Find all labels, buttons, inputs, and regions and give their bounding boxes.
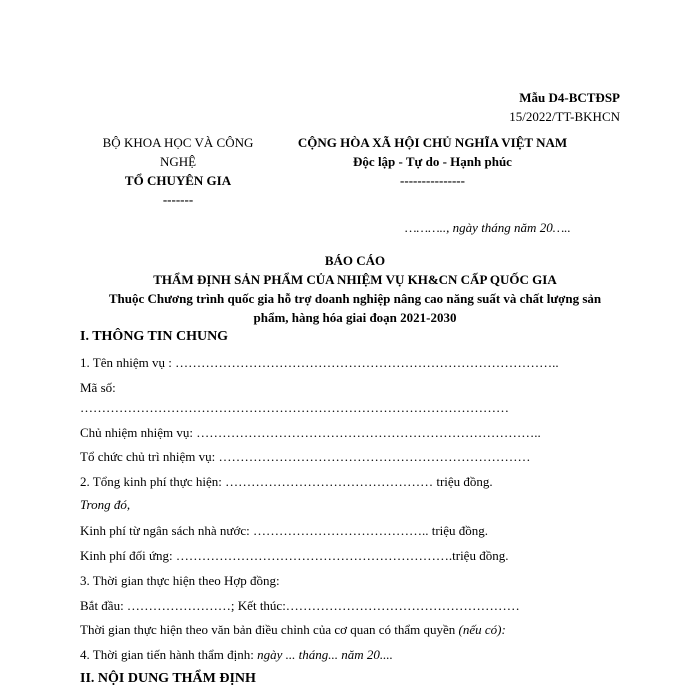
title-line-1: BÁO CÁO [324, 253, 386, 268]
total-budget-line: 2. Tổng kinh phí thực hiện: ………………………………………… triệu đồng. [80, 474, 493, 489]
task-code-dots: ……………………………………………………………………………………… [80, 400, 509, 415]
appraisal-time-line [80, 647, 393, 663]
date-line: ……….., ngày tháng năm 20….. [405, 220, 571, 235]
left-header-divider: ------- [162, 192, 194, 207]
title-line-2: THẨM ĐỊNH SẢN PHẨM CỦA NHIỆM VỤ KH&CN CẤP QUỐC GIA [153, 272, 557, 287]
of-which-label: Trong đó, [80, 497, 131, 512]
expert-group-name: TỔ CHUYÊN GIA [124, 173, 232, 188]
form-code: Mẫu D4-BCTĐSP [519, 90, 620, 105]
appraisal-time-date: ngày ... tháng... năm 20.... [257, 647, 393, 662]
national-motto: Độc lập - Tự do - Hạnh phúc [353, 154, 512, 169]
ministry-name-line1: BỘ KHOA HỌC VÀ CÔNG [102, 135, 254, 150]
ministry-name-line2: NGHỆ [159, 154, 197, 169]
counterpart-budget-line: Kinh phí đối ứng: ……………………………………………………….triệu đồng. [80, 548, 509, 563]
adjusted-time-note: (nếu có): [458, 622, 506, 637]
state-budget-line: Kinh phí từ ngân sách nhà nước: ………………………………….. triệu đồng. [80, 523, 489, 538]
section-2-heading: II. NỘI DUNG THẨM ĐỊNH [80, 671, 256, 686]
host-org-line: Tổ chức chủ trì nhiệm vụ: ……………………………………………………………… [80, 449, 531, 464]
task-leader-line: Chủ nhiệm nhiệm vụ: …………………………………………………………………….. [80, 425, 541, 440]
title-line-4: phẩm, hàng hóa giai đoạn 2021-2030 [253, 310, 457, 325]
start-end-line: Bắt đầu: ……………………; Kết thúc:……………………………………………… [80, 598, 520, 613]
appraisal-time-text: 4. Thời gian tiến hành thẩm định: [80, 647, 258, 662]
task-code-label: Mã số: [80, 380, 116, 395]
right-header-divider: --------------- [400, 173, 465, 188]
adjusted-time-text: Thời gian thực hiện theo văn bản điều chỉnh của cơ quan có thẩm quyền [80, 622, 459, 637]
right-header [275, 133, 590, 190]
nation-name: CỘNG HÒA XÃ HỘI CHỦ NGHĨA VIỆT NAM [297, 135, 568, 150]
left-header [78, 133, 278, 209]
task-name-line: 1. Tên nhiệm vụ : …………………………………………………………………………….. [80, 355, 559, 370]
adjusted-time-line [80, 622, 506, 638]
contract-time-line: 3. Thời gian thực hiện theo Hợp đồng: [80, 573, 280, 588]
report-title [75, 251, 635, 327]
section-1-heading: I. THÔNG TIN CHUNG [80, 329, 229, 344]
circular-number: 15/2022/TT-BKHCN [509, 109, 620, 124]
title-line-3: Thuộc Chương trình quốc gia hỗ trợ doanh nghiệp nâng cao năng suất và chất lượng sản [108, 291, 602, 306]
